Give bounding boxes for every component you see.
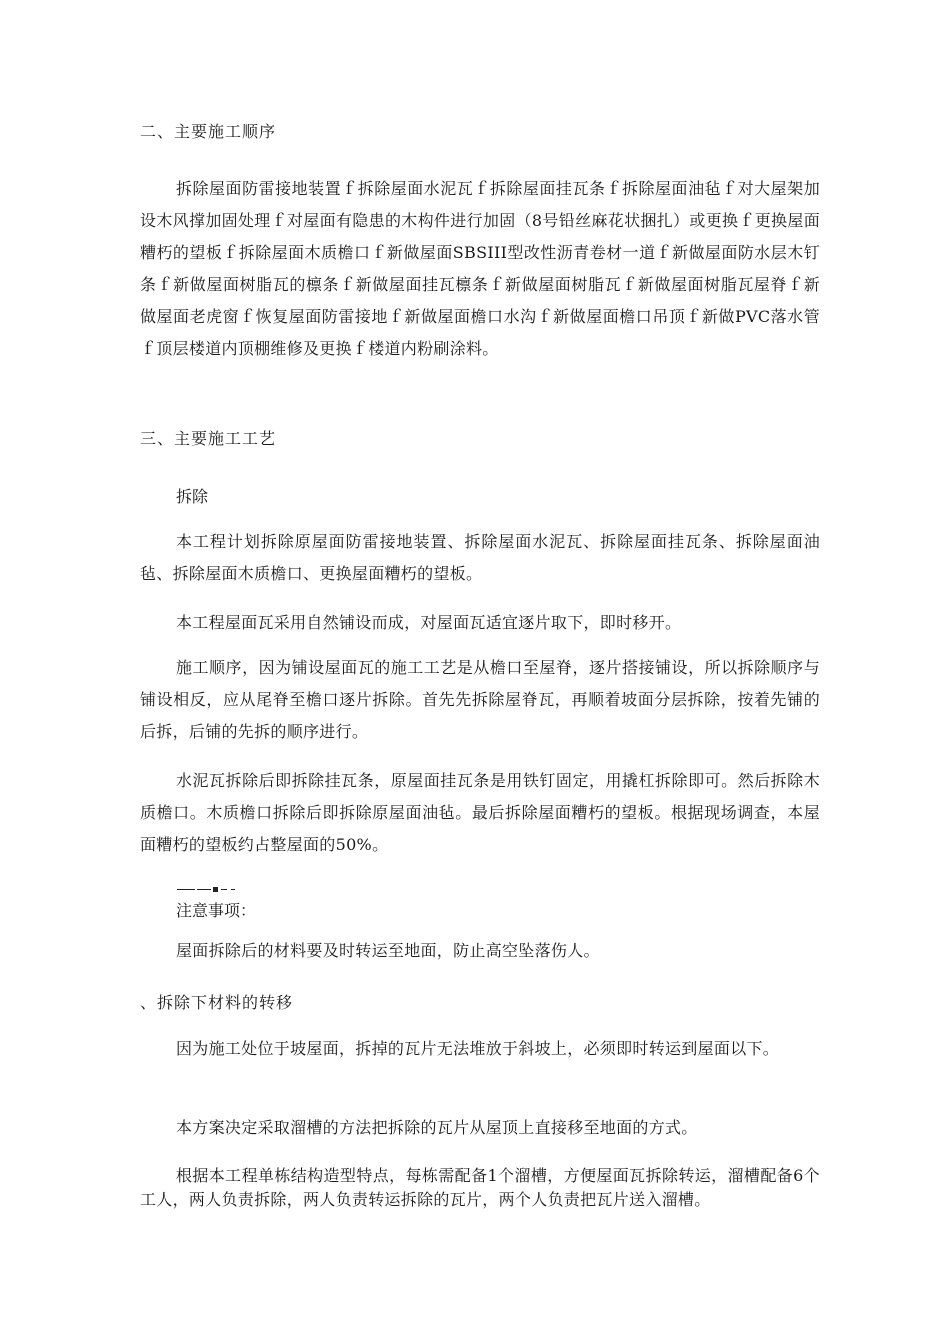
subheading-demolition: 拆除 [176, 487, 209, 506]
demolition-order-paragraph: 施工顺序，因为铺设屋面瓦的施工工艺是从檐口至屋脊，逐片搭接铺设，所以拆除顺序与铺设相反，应从尾脊至檐口逐片拆除。首先先拆除屋脊瓦，再顺着坡面分层拆除，按着先铺的后拆，后铺的先拆的顺序进行。 [140, 658, 820, 741]
section-heading-construction-sequence: 二、主要施工顺序 [140, 122, 277, 141]
notes-paragraph: 屋面拆除后的材料要及时转运至地面，防止高空坠落伤人。 [176, 941, 600, 960]
chute-staffing-paragraph: 根据本工程单栋结构造型特点，每栋需配备1个溜槽，方便屋面瓦拆除转运，溜槽配备6个工人，两人负责拆除，两人负责转运拆除的瓦片，两个人负责把瓦片送入溜槽。 [140, 1166, 820, 1209]
construction-sequence-paragraph: 拆除屋面防雷接地装置ｆ拆除屋面水泥瓦ｆ拆除屋面挂瓦条ｆ拆除屋面油毡ｆ对大屋架加设木风撑加固处理ｆ对屋面有隐患的木构件进行加固（8号铅丝麻花状捆扎）或更换ｆ更换屋面糟朽的望板ｆ拆除屋面木质檐口ｆ新做屋面SBSIII型改性沥青卷材一道ｆ新做屋面防水层木钉条ｆ新做屋面树脂瓦的檩条ｆ新做屋面挂瓦檩条ｆ新做屋面树脂瓦ｆ新做屋面树脂瓦屋脊ｆ新做屋面老虎窗ｆ恢复屋面防雷接地ｆ新做屋面檐口水沟ｆ新做屋面檐口吊顶ｆ新做PVC落水管ｆ顶层楼道内顶棚维修及更换ｆ楼道内粉刷涂料。 [140, 179, 820, 358]
transfer-paragraph: 因为施工处位于坡屋面，拆掉的瓦片无法堆放于斜坡上，必须即时转运到屋面以下。 [176, 1039, 780, 1058]
roof-tile-paragraph: 本工程屋面瓦采用自然铺设而成，对屋面瓦适宜逐片取下，即时移开。 [176, 613, 682, 632]
batten-removal-paragraph: 水泥瓦拆除后即拆除挂瓦条，原屋面挂瓦条是用铁钉固定，用撬杠拆除即可。然后拆除木质檐口。木质檐口拆除后即拆除原屋面油毡。最后拆除屋面糟朽的望板。根据现场调查，本屋面糟朽的望板约占整屋面的50%。 [140, 771, 820, 854]
section-heading-material-transfer: 、拆除下材料的转移 [140, 993, 294, 1012]
demolition-scope-paragraph: 本工程计划拆除原屋面防雷接地装置、拆除屋面水泥瓦、拆除屋面挂瓦条、拆除屋面油毡、拆除屋面木质檐口、更换屋面糟朽的望板。 [140, 532, 820, 583]
chute-method-paragraph: 本方案决定采取溜槽的方法把拆除的瓦片从屋顶上直接移至地面的方式。 [176, 1118, 698, 1137]
notes-heading: 注意事项： [176, 901, 257, 920]
section-heading-construction-process: 三、主要施工工艺 [140, 429, 277, 448]
scan-artifact-mark [177, 887, 267, 893]
